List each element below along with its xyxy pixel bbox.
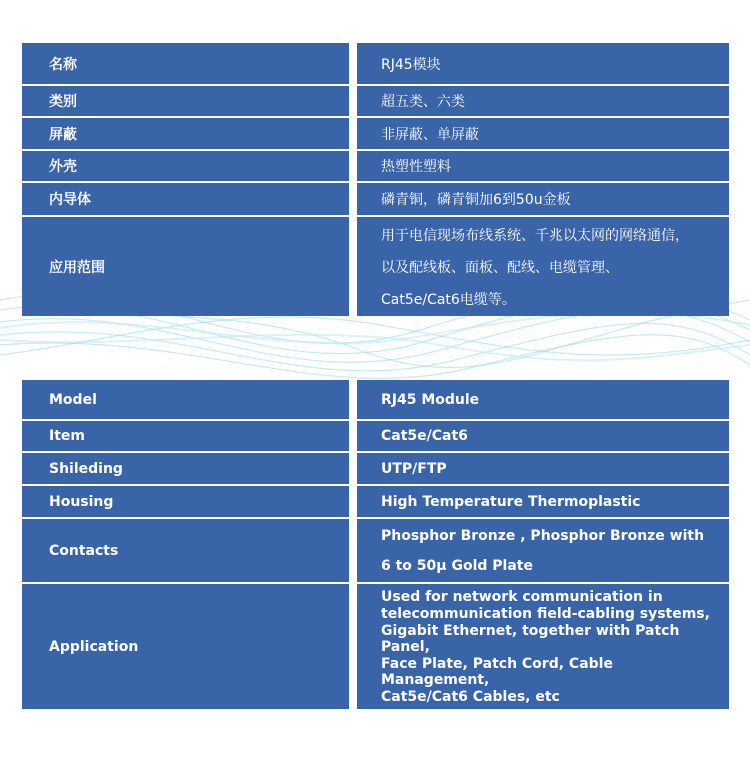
row-value xyxy=(357,217,729,316)
row-label: Model xyxy=(22,380,349,419)
row-value: Cat5e/Cat6 xyxy=(357,421,729,451)
row-value: 非屏蔽、单屏蔽 xyxy=(357,118,729,149)
value-line: 以及配线板、面板、配线、电缆管理、 xyxy=(381,259,619,276)
row-label: 名称 xyxy=(22,43,349,84)
value-line: Gigabit Ethernet, together with Patch Panel, xyxy=(381,622,680,655)
table-row xyxy=(22,151,729,181)
value-line: Phosphor Bronze , Phosphor Bronze with xyxy=(381,527,705,544)
row-value: 超五类、六类 xyxy=(357,86,729,116)
table-row xyxy=(22,86,729,116)
value-line: Cat5e/Cat6 Cables, etc xyxy=(381,688,560,705)
table-row xyxy=(22,43,729,84)
row-label: Shileding xyxy=(22,453,349,484)
value-line: Cat5e/Cat6电缆等。 xyxy=(381,291,516,308)
table-row xyxy=(22,380,729,419)
row-label: 内导体 xyxy=(22,183,349,215)
row-value: UTP/FTP xyxy=(357,453,729,484)
value-line: Face Plate, Patch Cord, Cable Management, xyxy=(381,655,613,688)
table-row xyxy=(22,217,729,316)
value-line: 用于电信现场布线系统、千兆以太网的网络通信， xyxy=(381,227,689,244)
spec-table-chinese xyxy=(22,43,729,318)
row-value: 热塑性塑料 xyxy=(357,151,729,181)
value-line: Used for network communication in xyxy=(381,588,663,605)
table-row xyxy=(22,584,729,709)
row-value: RJ45 Module xyxy=(357,380,729,419)
row-label: Contacts xyxy=(22,519,349,582)
row-label: Housing xyxy=(22,486,349,517)
value-line: 6 to 50μ Gold Plate xyxy=(381,557,533,574)
row-value xyxy=(357,584,729,709)
table-row xyxy=(22,519,729,582)
table-row xyxy=(22,421,729,451)
row-label: Application xyxy=(22,584,349,709)
row-label: Item xyxy=(22,421,349,451)
row-label: 类别 xyxy=(22,86,349,116)
row-value: High Temperature Thermoplastic xyxy=(357,486,729,517)
table-row xyxy=(22,118,729,149)
row-label: 外壳 xyxy=(22,151,349,181)
row-label: 应用范围 xyxy=(22,217,349,316)
row-value: 磷青铜，磷青铜加6到50u金板 xyxy=(357,183,729,215)
row-label: 屏蔽 xyxy=(22,118,349,149)
row-value: RJ45模块 xyxy=(357,43,729,84)
spec-table-english xyxy=(22,380,729,711)
table-row xyxy=(22,453,729,484)
table-row xyxy=(22,183,729,215)
value-line: telecommunication field-cabling systems, xyxy=(381,605,710,622)
row-value xyxy=(357,519,729,582)
table-row xyxy=(22,486,729,517)
